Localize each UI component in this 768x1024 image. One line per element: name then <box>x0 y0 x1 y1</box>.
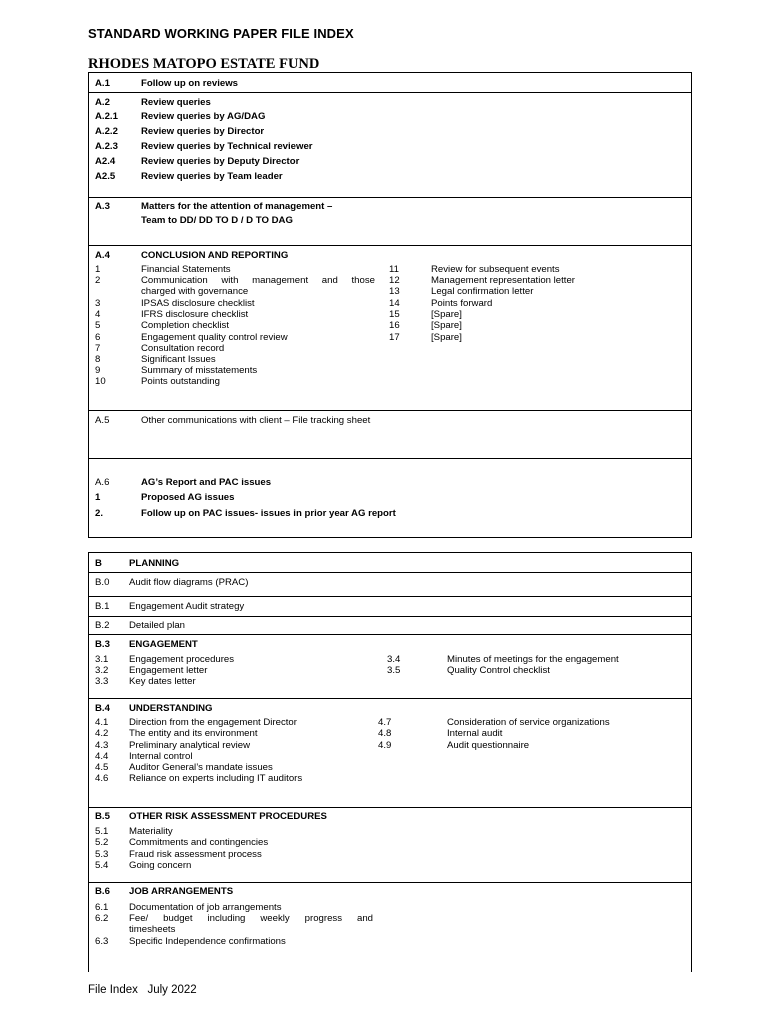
a2-code: A.2.3 <box>95 141 118 152</box>
a4-heading: CONCLUSION AND REPORTING <box>141 250 289 261</box>
a2-label: Review queries by Director <box>141 126 265 137</box>
a4-item-num: 8 <box>95 354 101 365</box>
a4-item-label: Engagement quality control review <box>141 332 288 343</box>
a4-item-label-cont: charged with governance <box>141 286 249 297</box>
row-divider <box>89 458 691 459</box>
a4-item-label: Legal confirmation letter <box>431 286 534 297</box>
b4-item-label: Consideration of service organizations <box>447 717 610 728</box>
a4-item-label: Consultation record <box>141 343 225 354</box>
b6-item-label-cont: timesheets <box>129 924 176 935</box>
a5-label: Other communications with client – File tracking sheet <box>141 415 371 426</box>
a4-item-label: Points forward <box>431 298 493 309</box>
b4-item-label: Direction from the engagement Director <box>129 717 297 728</box>
b4-item-label: Preliminary analytical review <box>129 740 251 751</box>
a2-code: A.2 <box>95 97 110 108</box>
b4-item-num: 4.9 <box>378 740 392 751</box>
a2-code: A2.4 <box>95 156 116 167</box>
a4-item-label: [Spare] <box>431 320 462 331</box>
b6-item-num: 6.3 <box>95 936 109 947</box>
a2-label: Review queries by Technical reviewer <box>141 141 313 152</box>
b5-item-label: Commitments and contingencies <box>129 837 269 848</box>
a4-item-num: 1 <box>95 264 101 275</box>
a4-item-label: Significant Issues <box>141 354 216 365</box>
b5-heading: OTHER RISK ASSESSMENT PROCEDURES <box>129 811 327 822</box>
row-divider <box>89 698 691 699</box>
a4-item-num: 2 <box>95 275 101 286</box>
a6-item-label: Proposed AG issues <box>141 492 235 503</box>
page-footer <box>88 984 197 996</box>
b5-item-num: 5.1 <box>95 826 109 837</box>
row-divider <box>89 245 691 246</box>
a4-item-label: IFRS disclosure checklist <box>141 309 249 320</box>
b3-item-num: 3.2 <box>95 665 109 676</box>
b-code: B <box>95 558 102 569</box>
b5-item-label: Fraud risk assessment process <box>129 849 262 860</box>
row-divider <box>89 197 691 198</box>
a5-code: A.5 <box>95 415 110 426</box>
b6-item-label: Fee/ budget including weekly progress and <box>129 913 373 924</box>
row-divider <box>89 634 691 635</box>
b6-item-label: Specific Independence confirmations <box>129 936 286 947</box>
b4-item-label: Auditor General’s mandate issues <box>129 762 273 773</box>
b3-item-num: 3.5 <box>387 665 401 676</box>
b2-label: Detailed plan <box>129 620 186 631</box>
b6-item-label: Documentation of job arrangements <box>129 902 282 913</box>
a4-item-num: 13 <box>389 286 400 297</box>
b3-item-num: 3.3 <box>95 676 109 687</box>
a4-item-num: 15 <box>389 309 400 320</box>
b6-heading: JOB ARRANGEMENTS <box>129 886 234 897</box>
document-title: STANDARD WORKING PAPER FILE INDEX <box>88 26 354 41</box>
b3-item-num: 3.4 <box>387 654 401 665</box>
a2-code: A.2.1 <box>95 111 118 122</box>
row-divider <box>89 410 691 411</box>
b4-item-num: 4.3 <box>95 740 109 751</box>
a1-code: A.1 <box>95 78 110 89</box>
b4-item-num: 4.6 <box>95 773 109 784</box>
b6-item-num: 6.2 <box>95 913 109 924</box>
b6-code: B.6 <box>95 886 110 897</box>
row-divider <box>89 596 691 597</box>
a1-label: Follow up on reviews <box>141 78 239 89</box>
a4-code: A.4 <box>95 250 110 261</box>
b-label: PLANNING <box>129 558 180 569</box>
b6-item-num: 6.1 <box>95 902 109 913</box>
b4-item-num: 4.2 <box>95 728 109 739</box>
b4-item-label: Audit questionnaire <box>447 740 530 751</box>
b4-item-num: 4.1 <box>95 717 109 728</box>
a2-label: Review queries by Deputy Director <box>141 156 300 167</box>
b0-label: Audit flow diagrams (PRAC) <box>129 577 249 588</box>
a4-item-num: 14 <box>389 298 400 309</box>
a4-item-num: 7 <box>95 343 101 354</box>
a4-item-label: Points outstanding <box>141 376 220 387</box>
a6-item-num: 2. <box>95 508 104 519</box>
b3-item-num: 3.1 <box>95 654 109 665</box>
row-divider <box>89 92 691 93</box>
a2-code: A.2.2 <box>95 126 118 137</box>
section-a-table <box>88 72 692 538</box>
b4-item-label: Internal control <box>129 751 193 762</box>
a6-item-label: Follow up on PAC issues- issues in prior year AG report <box>141 508 396 519</box>
footer-date: July 2022 <box>147 984 197 996</box>
b4-item-num: 4.8 <box>378 728 392 739</box>
b4-heading: UNDERSTANDING <box>129 703 213 714</box>
a4-item-label: Communication with management and those <box>141 275 375 286</box>
b3-item-label: Engagement letter <box>129 665 208 676</box>
b3-item-label: Minutes of meetings for the engagement <box>447 654 619 665</box>
b5-item-num: 5.3 <box>95 849 109 860</box>
row-divider <box>89 616 691 617</box>
b5-item-label: Materiality <box>129 826 173 837</box>
b4-item-num: 4.5 <box>95 762 109 773</box>
a6-heading: AG’s Report and PAC issues <box>141 477 272 488</box>
a4-item-num: 3 <box>95 298 101 309</box>
a2-label: Review queries by Team leader <box>141 171 283 182</box>
b1-label: Engagement Audit strategy <box>129 601 245 612</box>
a4-item-label: Financial Statements <box>141 264 231 275</box>
a4-item-num: 10 <box>95 376 106 387</box>
a2-code: A2.5 <box>95 171 116 182</box>
b4-item-num: 4.7 <box>378 717 392 728</box>
a4-item-num: 5 <box>95 320 101 331</box>
a4-item-num: 6 <box>95 332 101 343</box>
b3-item-label: Key dates letter <box>129 676 196 687</box>
b2-code: B.2 <box>95 620 110 631</box>
a4-item-num: 4 <box>95 309 101 320</box>
b5-item-num: 5.4 <box>95 860 109 871</box>
b5-code: B.5 <box>95 811 110 822</box>
a4-item-label: [Spare] <box>431 332 462 343</box>
a4-item-label: Review for subsequent events <box>431 264 560 275</box>
a2-label: Review queries <box>141 97 211 108</box>
a6-code: A.6 <box>95 477 110 488</box>
a3-line1: Matters for the attention of management – <box>141 201 333 212</box>
a3-code: A.3 <box>95 201 110 212</box>
a4-item-label: IPSAS disclosure checklist <box>141 298 255 309</box>
footer-label: File Index <box>88 984 138 996</box>
b3-code: B.3 <box>95 639 110 650</box>
a2-label: Review queries by AG/DAG <box>141 111 266 122</box>
b4-item-num: 4.4 <box>95 751 109 762</box>
a4-item-num: 17 <box>389 332 400 343</box>
b4-item-label: Reliance on experts including IT auditors <box>129 773 303 784</box>
a6-item-num: 1 <box>95 492 101 503</box>
a4-item-num: 11 <box>389 264 399 275</box>
b4-item-label: The entity and its environment <box>129 728 258 739</box>
row-divider <box>89 882 691 883</box>
section-b-table <box>88 552 692 972</box>
a4-item-num: 16 <box>389 320 400 331</box>
fund-name: RHODES MATOPO ESTATE FUND <box>88 56 320 72</box>
b0-code: B.0 <box>95 577 110 588</box>
a4-item-label: Completion checklist <box>141 320 229 331</box>
b3-item-label: Quality Control checklist <box>447 665 550 676</box>
a4-item-label: Management representation letter <box>431 275 575 286</box>
b5-item-label: Going concern <box>129 860 192 871</box>
b4-item-label: Internal audit <box>447 728 503 739</box>
a3-line2: Team to DD/ DD TO D / D TO DAG <box>141 215 293 226</box>
a4-item-num: 12 <box>389 275 400 286</box>
b5-item-num: 5.2 <box>95 837 109 848</box>
a4-item-label: Summary of misstatements <box>141 365 258 376</box>
row-divider <box>89 807 691 808</box>
a4-item-num: 9 <box>95 365 101 376</box>
b3-item-label: Engagement procedures <box>129 654 235 665</box>
a4-item-label: [Spare] <box>431 309 462 320</box>
b3-heading: ENGAGEMENT <box>129 639 198 650</box>
b1-code: B.1 <box>95 601 110 612</box>
row-divider <box>89 572 691 573</box>
b4-code: B.4 <box>95 703 110 714</box>
